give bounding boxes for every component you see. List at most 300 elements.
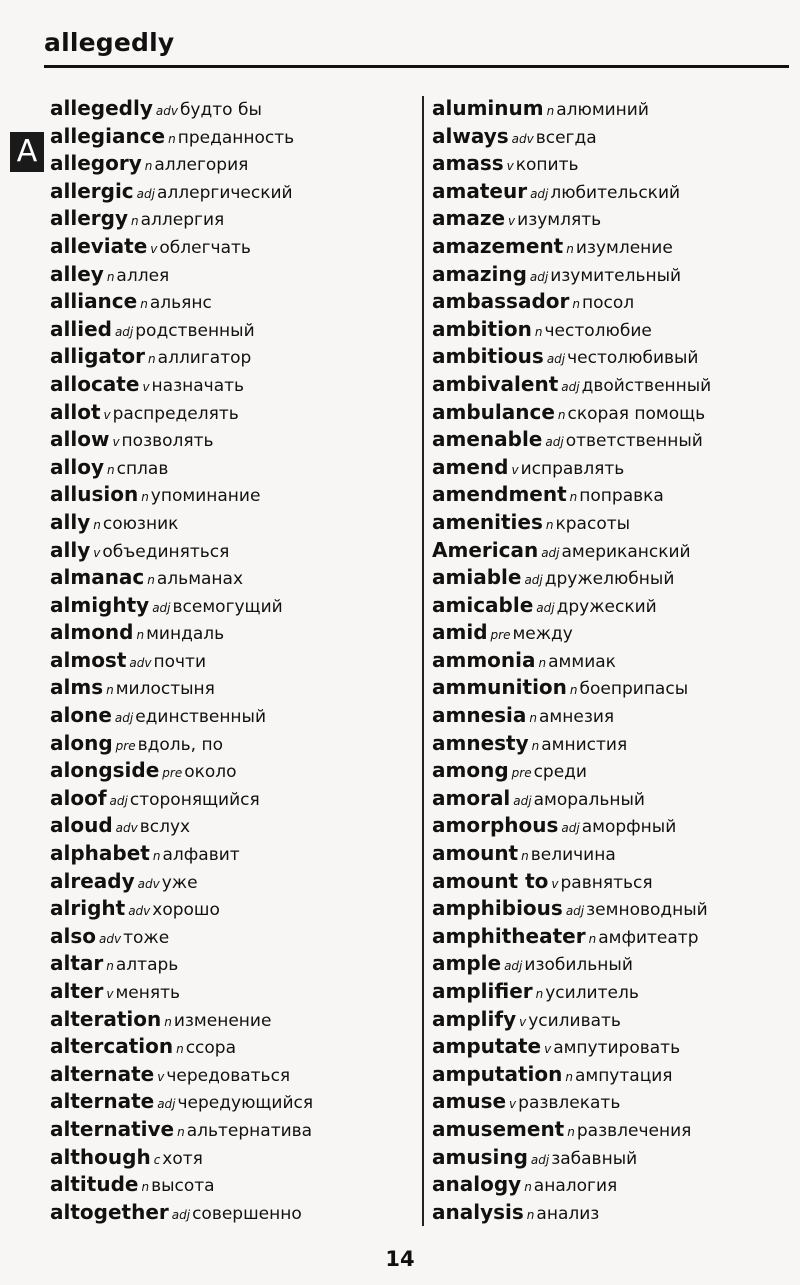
header-rule	[44, 65, 789, 68]
translation: ответственный	[565, 431, 703, 452]
headword: amputate	[432, 1034, 542, 1059]
dictionary-entry	[432, 399, 800, 427]
dictionary-entry	[432, 343, 800, 371]
translation: союзник	[102, 513, 179, 534]
translation: аллея	[116, 265, 170, 286]
translation: всегда	[535, 127, 597, 148]
part-of-speech: n	[136, 628, 145, 643]
translation: альянс	[149, 293, 212, 314]
part-of-speech: n	[144, 159, 153, 174]
translation: ампутировать	[553, 1038, 681, 1059]
part-of-speech: adj	[541, 545, 560, 560]
headword: ammunition	[432, 675, 567, 700]
dictionary-entry	[432, 371, 800, 399]
part-of-speech: adj	[157, 1097, 176, 1112]
part-of-speech: adj	[565, 904, 585, 919]
translation: забавный	[551, 1148, 638, 1169]
headword: along	[50, 730, 113, 755]
part-of-speech: n	[567, 1124, 575, 1139]
translation: хотя	[162, 1148, 203, 1169]
part-of-speech: n	[588, 931, 597, 946]
headword: amount to	[432, 868, 549, 893]
translation: миндаль	[146, 624, 225, 645]
part-of-speech: c	[153, 1152, 161, 1167]
dictionary-entry	[50, 150, 425, 178]
dictionary-entry	[432, 288, 800, 316]
translation: равняться	[560, 872, 653, 893]
headword: American	[432, 537, 539, 562]
translation: дружеский	[556, 596, 657, 617]
part-of-speech: n	[140, 297, 148, 312]
headword: amaze	[432, 206, 506, 231]
dictionary-entry	[432, 619, 800, 647]
part-of-speech: n	[526, 1207, 535, 1222]
headword: always	[432, 123, 509, 148]
dictionary-entry	[432, 1033, 800, 1061]
headword: alley	[50, 261, 104, 286]
dictionary-entry	[50, 178, 425, 206]
dictionary-entry	[50, 95, 425, 123]
part-of-speech: n	[546, 104, 555, 118]
translation: высота	[151, 1176, 215, 1197]
right-column	[432, 95, 800, 1226]
dictionary-entry	[50, 233, 425, 261]
dictionary-entry	[432, 509, 800, 537]
dictionary-entry	[432, 150, 800, 178]
translation: величина	[530, 845, 616, 866]
part-of-speech: adj	[513, 793, 532, 808]
part-of-speech: pre	[115, 738, 136, 753]
headword: amphibious	[432, 896, 563, 921]
letter-tab: A	[10, 132, 44, 172]
part-of-speech: n	[147, 573, 155, 588]
column-divider	[422, 96, 424, 1226]
headword: analysis	[432, 1199, 524, 1224]
translation: скорая помощь	[567, 403, 706, 424]
dictionary-entry	[432, 978, 800, 1006]
translation: изумлять	[517, 210, 602, 231]
translation: двойственный	[581, 375, 712, 396]
translation: аморальный	[533, 789, 645, 810]
headword: allot	[50, 399, 101, 424]
part-of-speech: n	[531, 738, 540, 753]
dictionary-entry	[50, 702, 425, 730]
dictionary-entry	[50, 205, 425, 233]
translation: ампутация	[574, 1065, 673, 1086]
translation: посол	[581, 293, 635, 314]
translation: поправка	[579, 486, 664, 507]
translation: около	[184, 762, 237, 783]
headword: ambition	[432, 316, 532, 341]
headword: ambivalent	[432, 371, 559, 396]
dictionary-entry	[432, 261, 800, 289]
part-of-speech: n	[538, 655, 547, 670]
dictionary-entry	[50, 674, 425, 702]
part-of-speech: n	[572, 297, 580, 312]
dictionary-entry	[50, 1033, 425, 1061]
part-of-speech: n	[93, 517, 101, 532]
part-of-speech: n	[168, 131, 176, 146]
headword: allergy	[50, 206, 128, 231]
headword: alright	[50, 896, 126, 921]
part-of-speech: adv	[137, 876, 160, 891]
headword: alter	[50, 979, 104, 1003]
dictionary-entry	[432, 481, 800, 509]
part-of-speech: adj	[530, 186, 549, 201]
dictionary-entry	[50, 564, 425, 592]
headword: amenities	[432, 509, 543, 534]
translation: альманах	[156, 569, 244, 590]
translation: хорошо	[152, 900, 220, 921]
dictionary-entry	[432, 316, 800, 344]
translation: сплав	[116, 458, 169, 479]
part-of-speech: adv	[511, 131, 534, 146]
part-of-speech: n	[535, 987, 544, 1001]
translation: альтернатива	[186, 1120, 313, 1141]
dictionary-entry	[50, 592, 425, 620]
translation: аллегория	[154, 155, 249, 176]
translation: упоминание	[150, 486, 261, 507]
dictionary-entry	[432, 674, 800, 702]
part-of-speech: adj	[561, 821, 580, 836]
headword: alleviate	[50, 233, 148, 258]
translation: любительский	[550, 182, 681, 203]
part-of-speech: n	[106, 683, 114, 698]
part-of-speech: adj	[524, 573, 543, 588]
headword: amendment	[432, 482, 567, 507]
dictionary-entry	[50, 288, 425, 316]
headword: allow	[50, 427, 110, 452]
headword: almond	[50, 620, 134, 645]
left-column	[50, 95, 425, 1226]
headword: altitude	[50, 1172, 139, 1197]
dictionary-entry	[432, 1199, 800, 1227]
dictionary-entry	[50, 868, 425, 896]
translation: преданность	[177, 127, 295, 148]
translation: аморфный	[581, 817, 677, 838]
part-of-speech: v	[106, 987, 114, 1001]
translation: алфавит	[162, 845, 240, 866]
headword: altogether	[50, 1199, 169, 1224]
headword: analogy	[432, 1172, 522, 1197]
dictionary-entry	[432, 730, 800, 758]
translation: распределять	[112, 403, 239, 424]
headword: allergic	[50, 178, 134, 203]
translation: сторонящийся	[129, 789, 260, 810]
headword: amazing	[432, 261, 527, 286]
dictionary-entry	[50, 371, 425, 399]
dictionary-entry	[432, 812, 800, 840]
headword: ambassador	[432, 289, 570, 314]
headword: although	[50, 1144, 151, 1169]
part-of-speech: adv	[99, 931, 122, 946]
headword: altercation	[50, 1034, 174, 1059]
headword: allegedly	[50, 96, 153, 120]
translation: аллергия	[140, 210, 225, 231]
part-of-speech: n	[569, 490, 578, 505]
dictionary-entry	[50, 343, 425, 371]
dictionary-entry	[50, 537, 425, 565]
dictionary-entry	[50, 509, 425, 537]
dictionary-entry	[50, 316, 425, 344]
part-of-speech: adv	[129, 655, 152, 670]
dictionary-entry	[432, 1088, 800, 1116]
dictionary-entry	[432, 702, 800, 730]
translation: изменение	[173, 1010, 272, 1031]
dictionary-entry	[432, 537, 800, 565]
dictionary-entry	[50, 1006, 425, 1034]
part-of-speech: n	[152, 849, 161, 864]
headword: ammonia	[432, 647, 536, 672]
part-of-speech: v	[142, 379, 150, 394]
page-number: 14	[385, 1247, 415, 1271]
dictionary-entry	[50, 1144, 425, 1172]
headword: alligator	[50, 344, 146, 369]
part-of-speech: adj	[114, 324, 134, 339]
dictionary-entry	[50, 978, 425, 1006]
translation: родственный	[135, 320, 255, 341]
headword: alliance	[50, 289, 138, 314]
dictionary-entry	[432, 178, 800, 206]
headword: amateur	[432, 178, 528, 203]
translation: земноводный	[586, 900, 708, 921]
part-of-speech: n	[106, 462, 115, 477]
dictionary-entry	[432, 1006, 800, 1034]
translation: будто бы	[179, 100, 262, 120]
dictionary-entry	[50, 647, 425, 675]
headword: almost	[50, 647, 127, 672]
part-of-speech: n	[176, 1042, 184, 1057]
part-of-speech: pre	[511, 766, 532, 781]
dictionary-entry	[50, 1199, 425, 1227]
part-of-speech: v	[519, 1014, 527, 1029]
translation: уже	[161, 872, 198, 893]
headword: amid	[432, 620, 488, 645]
dictionary-entry	[50, 1171, 425, 1199]
translation: объединяться	[102, 541, 230, 562]
translation: облегчать	[159, 237, 251, 258]
part-of-speech: n	[529, 711, 538, 726]
translation: аллигатор	[157, 348, 252, 369]
dictionary-entry	[50, 923, 425, 951]
translation: красоты	[555, 513, 631, 534]
translation: всемогущий	[172, 596, 283, 617]
part-of-speech: v	[509, 1097, 517, 1112]
part-of-speech: n	[106, 269, 115, 284]
part-of-speech: n	[557, 407, 566, 422]
dictionary-entry	[50, 785, 425, 813]
translation: развлекать	[518, 1093, 621, 1114]
dictionary-entry	[50, 261, 425, 289]
part-of-speech: adj	[530, 1152, 550, 1167]
part-of-speech: v	[157, 1069, 165, 1084]
part-of-speech: pre	[162, 766, 183, 781]
part-of-speech: adj	[109, 793, 128, 808]
translation: между	[512, 624, 573, 645]
dictionary-entry	[432, 1116, 800, 1144]
translation: амнезия	[539, 707, 615, 728]
dictionary-entry	[432, 1171, 800, 1199]
translation: копить	[515, 155, 579, 176]
translation: менять	[115, 983, 180, 1003]
headword: allegiance	[50, 123, 166, 148]
headword: allocate	[50, 371, 140, 396]
headword: alternate	[50, 1089, 155, 1114]
part-of-speech: n	[106, 959, 114, 974]
headword: amputation	[432, 1061, 563, 1086]
headword: aloof	[50, 785, 107, 810]
dictionary-entry	[50, 399, 425, 427]
headword: amiable	[432, 565, 522, 590]
dictionary-entry	[432, 647, 800, 675]
part-of-speech: v	[150, 241, 158, 256]
part-of-speech: adj	[546, 352, 566, 367]
headword: alms	[50, 675, 104, 700]
translation: алтарь	[115, 955, 179, 976]
part-of-speech: v	[508, 214, 516, 229]
page-header-guideword: allegedly	[44, 28, 175, 57]
headword: allusion	[50, 482, 139, 507]
translation: назначать	[151, 375, 245, 396]
dictionary-entry	[50, 481, 425, 509]
translation: вслух	[139, 817, 191, 838]
headword: amusing	[432, 1144, 528, 1169]
translation: милостыня	[115, 679, 215, 700]
dictionary-entry	[50, 1116, 425, 1144]
translation: боеприпасы	[579, 679, 689, 700]
headword: alongside	[50, 758, 160, 783]
headword: amazement	[432, 233, 564, 258]
dictionary-entry	[50, 454, 425, 482]
translation: изумительный	[550, 265, 682, 286]
headword: ambitious	[432, 344, 544, 369]
translation: единственный	[135, 707, 267, 728]
headword: ample	[432, 951, 502, 976]
headword: alloy	[50, 454, 104, 479]
dictionary-entry	[50, 730, 425, 758]
headword: amnesty	[432, 730, 529, 755]
headword: almighty	[50, 592, 150, 617]
translation: почти	[153, 651, 206, 672]
headword: amusement	[432, 1116, 565, 1141]
translation: дружелюбный	[544, 569, 675, 590]
part-of-speech: n	[164, 1014, 172, 1029]
part-of-speech: adj	[536, 600, 555, 615]
headword: amicable	[432, 592, 534, 617]
dictionary-entry	[432, 205, 800, 233]
part-of-speech: pre	[490, 628, 511, 643]
dictionary-entry	[50, 895, 425, 923]
part-of-speech: adj	[529, 269, 549, 284]
part-of-speech: n	[545, 517, 554, 532]
dictionary-entry	[432, 950, 800, 978]
dictionary-entry	[432, 426, 800, 454]
dictionary-entry	[432, 95, 800, 123]
translation: американский	[561, 541, 691, 562]
translation: аллергический	[156, 182, 293, 203]
headword: altar	[50, 951, 104, 976]
headword: alternative	[50, 1116, 175, 1141]
part-of-speech: adj	[171, 1207, 191, 1222]
dictionary-entry	[50, 123, 425, 151]
part-of-speech: adj	[136, 186, 155, 201]
headword: amnesia	[432, 703, 527, 728]
part-of-speech: n	[521, 849, 529, 864]
part-of-speech: v	[551, 876, 559, 891]
headword: amplifier	[432, 979, 533, 1003]
translation: усиливать	[528, 1010, 621, 1031]
part-of-speech: adv	[128, 904, 151, 919]
dictionary-entry	[432, 1144, 800, 1172]
dictionary-entry	[50, 426, 425, 454]
translation: ссора	[185, 1038, 237, 1059]
dictionary-entry	[432, 895, 800, 923]
headword: ally	[50, 537, 91, 562]
dictionary-entry	[432, 454, 800, 482]
part-of-speech: v	[506, 159, 514, 174]
part-of-speech: adj	[114, 711, 134, 726]
dictionary-entry	[432, 868, 800, 896]
headword: amoral	[432, 785, 511, 810]
dictionary-entry	[50, 1088, 425, 1116]
headword: aloud	[50, 813, 113, 838]
part-of-speech: v	[544, 1042, 552, 1057]
headword: ally	[50, 509, 91, 534]
headword: amuse	[432, 1089, 507, 1114]
part-of-speech: adj	[504, 959, 523, 974]
headword: also	[50, 923, 96, 948]
translation: аналогия	[533, 1176, 618, 1197]
translation: совершенно	[192, 1203, 302, 1224]
headword: already	[50, 868, 135, 893]
part-of-speech: n	[566, 241, 574, 256]
part-of-speech: n	[524, 1180, 532, 1195]
translation: изумление	[575, 237, 673, 258]
part-of-speech: n	[177, 1124, 185, 1139]
translation: чередоваться	[166, 1065, 291, 1086]
headword: amass	[432, 151, 504, 176]
dictionary-entry	[50, 757, 425, 785]
headword: alteration	[50, 1006, 162, 1031]
headword: alphabet	[50, 841, 150, 866]
headword: allied	[50, 316, 112, 341]
dictionary-entry	[50, 619, 425, 647]
dictionary-entry	[50, 812, 425, 840]
headword: amorphous	[432, 813, 559, 838]
part-of-speech: adv	[155, 104, 178, 118]
dictionary-entry	[432, 840, 800, 868]
headword: amenable	[432, 427, 543, 452]
part-of-speech: adj	[561, 379, 580, 394]
translation: амнистия	[541, 734, 628, 755]
headword: amend	[432, 454, 509, 479]
part-of-speech: n	[148, 352, 156, 367]
translation: амфитеатр	[598, 927, 699, 948]
part-of-speech: n	[565, 1069, 573, 1084]
dictionary-entry	[432, 785, 800, 813]
headword: amplify	[432, 1006, 517, 1031]
headword: amphitheater	[432, 923, 586, 948]
headword: ambulance	[432, 399, 555, 424]
dictionary-entry	[432, 123, 800, 151]
part-of-speech: adj	[545, 435, 564, 450]
dictionary-entry	[432, 564, 800, 592]
headword: almanac	[50, 565, 145, 590]
part-of-speech: v	[103, 407, 111, 422]
translation: честолюбивый	[567, 348, 699, 369]
part-of-speech: adj	[152, 600, 171, 615]
dictionary-entry	[432, 233, 800, 261]
